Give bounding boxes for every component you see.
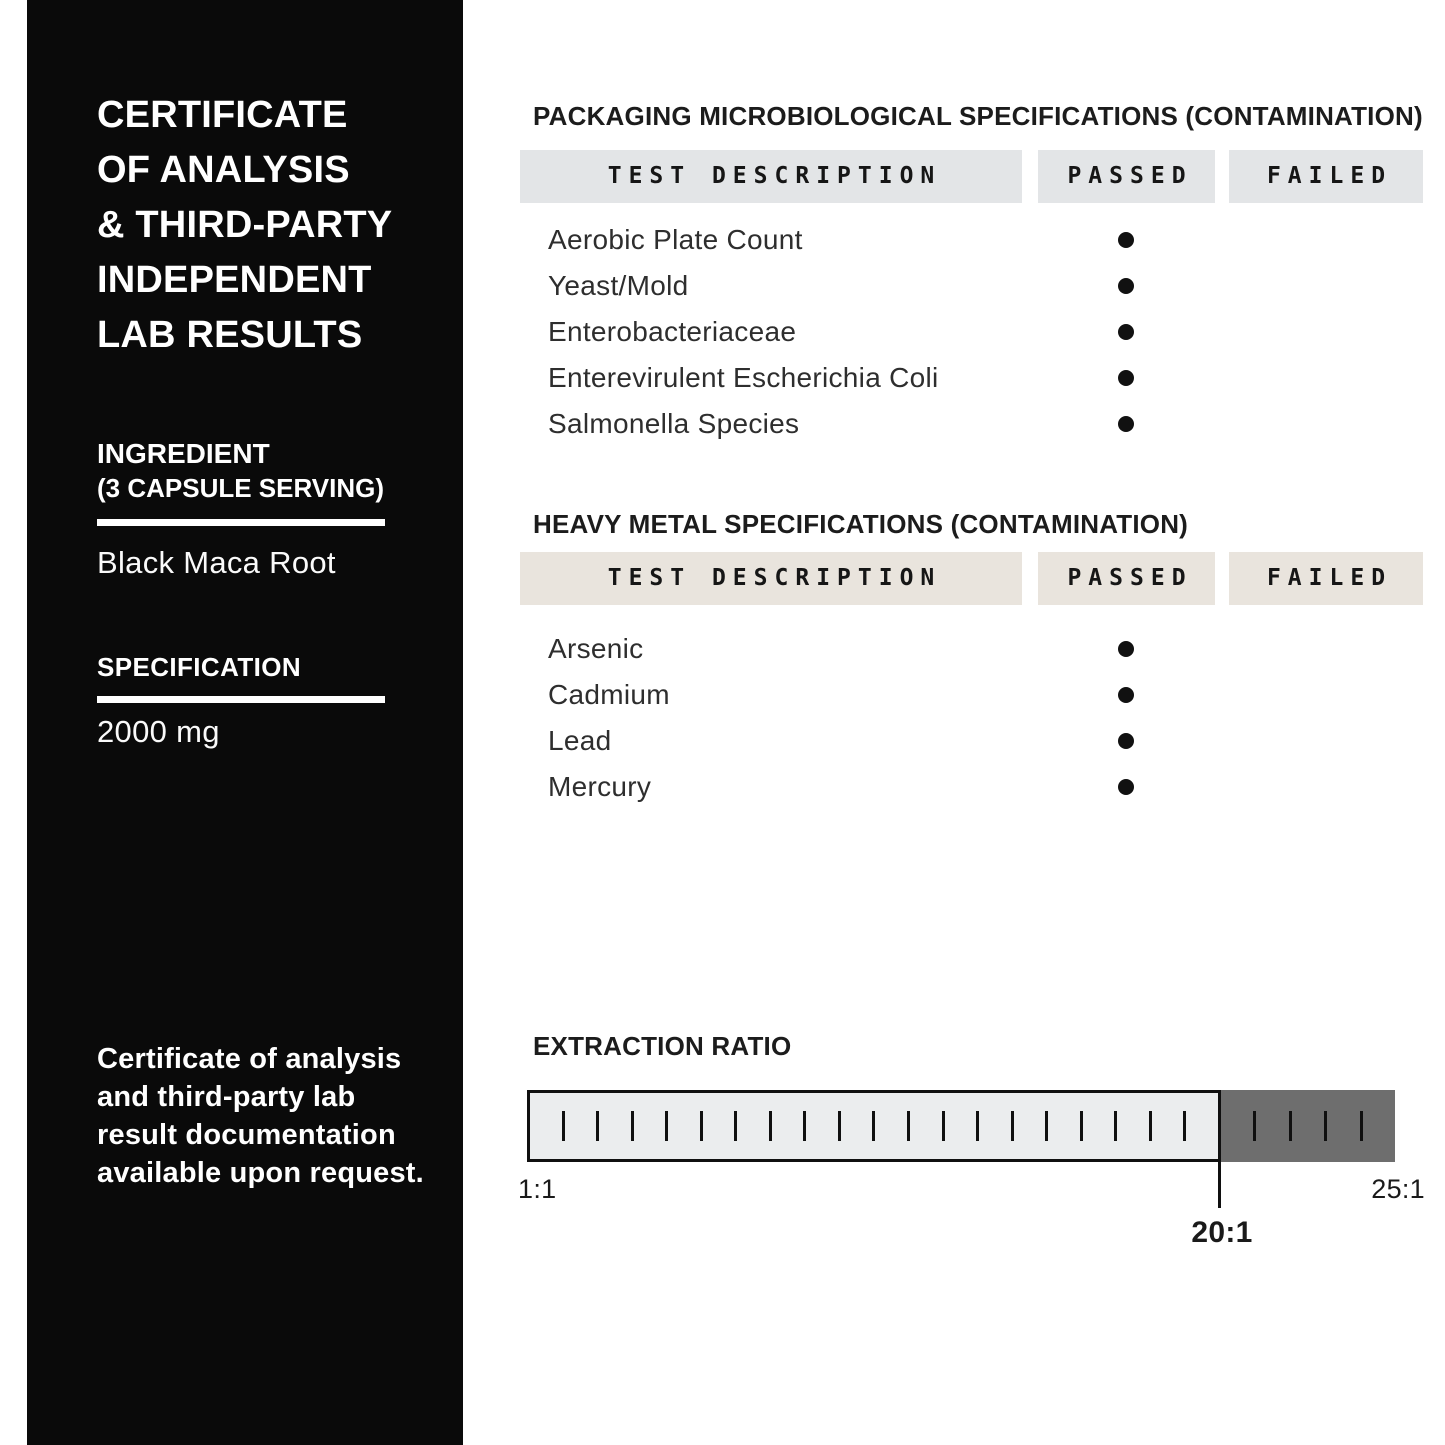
passed-dot-icon [1118, 733, 1134, 749]
specification-underline [97, 696, 385, 703]
title-line: OF ANALYSIS [97, 149, 350, 191]
test-name: Aerobic Plate Count [548, 224, 803, 255]
ruler-tick [1183, 1111, 1186, 1141]
ruler-tick [1289, 1111, 1292, 1141]
passed-dot-icon [1118, 779, 1134, 795]
ingredient-label-line: (3 CAPSULE SERVING) [97, 473, 385, 503]
title-line: LAB RESULTS [97, 314, 363, 356]
test-name: Lead [548, 725, 612, 756]
ruler-light-segment [527, 1090, 1221, 1162]
table-row [520, 309, 1425, 355]
footer-line: available upon request. [97, 1157, 424, 1189]
table-row [520, 626, 1425, 672]
header-cell-test-description: TEST DESCRIPTION [520, 150, 1022, 203]
test-name: Cadmium [548, 679, 670, 710]
ruler-tick [1114, 1111, 1117, 1141]
microbiological-table-rows [520, 217, 1425, 447]
table-row [520, 263, 1425, 309]
ruler-tick [1253, 1111, 1256, 1141]
test-name: Enterevirulent Escherichia Coli [548, 362, 939, 393]
ruler-tick [1080, 1111, 1083, 1141]
specification-value: 2000 mg [97, 714, 220, 749]
ruler-tick [1324, 1111, 1327, 1141]
test-name: Yeast/Mold [548, 270, 689, 301]
specification-label: SPECIFICATION [97, 652, 302, 682]
ruler-tick [1360, 1111, 1363, 1141]
ruler-tick [872, 1111, 875, 1141]
footer-line: result documentation [97, 1119, 396, 1151]
extraction-ratio-ruler [527, 1090, 1395, 1162]
header-cell-passed: PASSED [1038, 552, 1215, 605]
ruler-dark-segment [1221, 1090, 1395, 1162]
sidebar [27, 0, 463, 1445]
microbiological-section-heading: PACKAGING MICROBIOLOGICAL SPECIFICATIONS (CONTAMINATION) [533, 101, 1423, 131]
ratio-marker-label: 20:1 [1191, 1216, 1253, 1249]
test-name: Salmonella Species [548, 408, 800, 439]
ruler-tick [942, 1111, 945, 1141]
heavy-metal-table-rows [520, 626, 1425, 810]
ingredient-value: Black Maca Root [97, 545, 336, 580]
ruler-tick [907, 1111, 910, 1141]
test-name: Enterobacteriaceae [548, 316, 797, 347]
footer-line: Certificate of analysis [97, 1043, 402, 1075]
ruler-tick [1149, 1111, 1152, 1141]
ruler-tick [976, 1111, 979, 1141]
ingredient-underline [97, 519, 385, 526]
passed-dot-icon [1118, 416, 1134, 432]
ruler-tick [596, 1111, 599, 1141]
ratio-max-label: 25:1 [1371, 1174, 1425, 1204]
ingredient-label [97, 436, 384, 506]
ingredient-label-line: INGREDIENT [97, 438, 270, 469]
ruler-tick [1011, 1111, 1014, 1141]
ruler-tick [562, 1111, 565, 1141]
header-cell-failed: FAILED [1229, 150, 1423, 203]
ruler-tick [838, 1111, 841, 1141]
test-name: Mercury [548, 771, 652, 802]
header-cell-failed: FAILED [1229, 552, 1423, 605]
ratio-min-label: 1:1 [518, 1174, 557, 1204]
header-cell-passed: PASSED [1038, 150, 1215, 203]
page-title [97, 88, 392, 363]
ratio-marker-line [1218, 1090, 1221, 1208]
test-name: Arsenic [548, 633, 644, 664]
heavy-metal-section-heading: HEAVY METAL SPECIFICATIONS (CONTAMINATION) [533, 509, 1189, 539]
ruler-tick [734, 1111, 737, 1141]
passed-dot-icon [1118, 641, 1134, 657]
table-row [520, 764, 1425, 810]
passed-dot-icon [1118, 687, 1134, 703]
ruler-tick [700, 1111, 703, 1141]
title-line: INDEPENDENT [97, 259, 372, 301]
header-cell-test-description: TEST DESCRIPTION [520, 552, 1022, 605]
table-row [520, 355, 1425, 401]
passed-dot-icon [1118, 232, 1134, 248]
passed-dot-icon [1118, 278, 1134, 294]
ruler-tick [769, 1111, 772, 1141]
ruler-tick [665, 1111, 668, 1141]
table-row [520, 217, 1425, 263]
passed-dot-icon [1118, 370, 1134, 386]
title-line: & THIRD-PARTY [97, 204, 393, 246]
table-row [520, 401, 1425, 447]
ruler-tick [1045, 1111, 1048, 1141]
ruler-tick [631, 1111, 634, 1141]
footer-line: and third-party lab [97, 1081, 356, 1113]
title-line: CERTIFICATE [97, 94, 348, 136]
table-row [520, 672, 1425, 718]
table-row [520, 718, 1425, 764]
ruler-tick [803, 1111, 806, 1141]
extraction-ratio-heading: EXTRACTION RATIO [533, 1031, 792, 1061]
passed-dot-icon [1118, 324, 1134, 340]
footer-note [97, 1040, 424, 1192]
